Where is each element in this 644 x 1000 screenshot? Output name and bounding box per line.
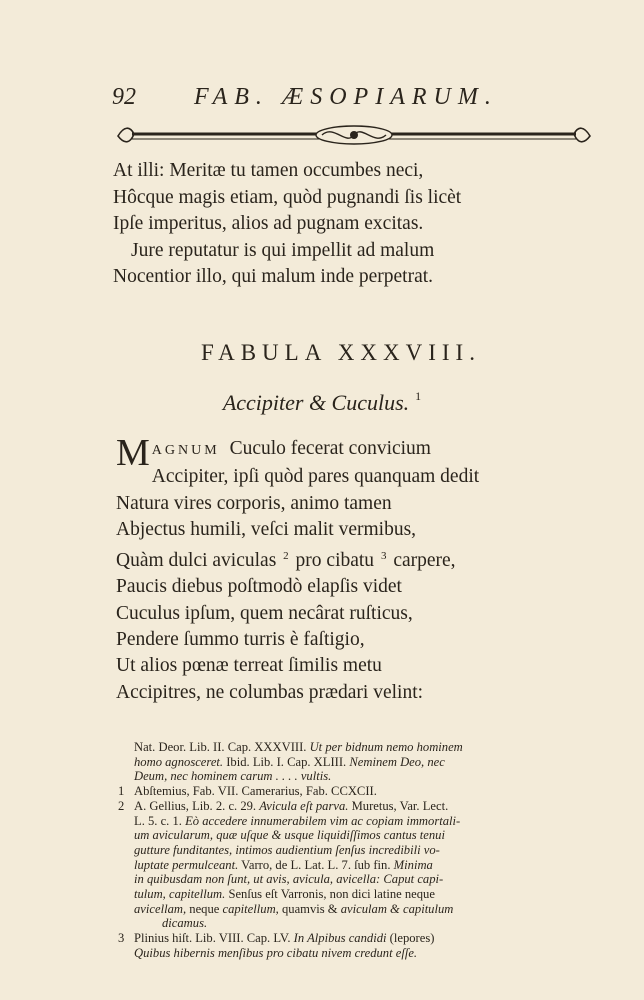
footnote-1: 1 Abſtemius, Fab. VII. Camerarius, Fab. CCXCII. (118, 784, 377, 799)
footnote-ref: 3 (380, 550, 387, 563)
floral-rule-ornament-icon (116, 124, 592, 146)
fable-title: FABULA XXXVIII. (201, 340, 481, 365)
fable-subtitle (0, 389, 644, 416)
verse-line: Ipſe imperitus, alios ad pugnam excitas. (113, 213, 424, 234)
verse-line: Jure reputatur is qui impellit ad malum (131, 239, 435, 261)
small-caps-word: AGNUM (151, 443, 220, 458)
footnote-2: 2 A. Gellius, Lib. 2. c. 29. Avicula eſt parva. Muretus, Var. Lect. (118, 798, 449, 813)
fable-subtitle-text: Accipiter & Cuculus. (222, 390, 410, 415)
verse-line: Natura vires corporis, animo tamen (116, 492, 392, 514)
footnote-ref: 1 (415, 389, 422, 403)
footnote-3: 3 Plinius hiſt. Lib. VIII. Cap. LV. In Alpibus candidi (lepores) (118, 931, 435, 946)
verse-line: Hôcque magis etiam, quòd pugnandi ſis licèt (113, 186, 462, 208)
footnote-line: luptate permulceant. Varro, de L. Lat. L. 7. ſub fin. Minima (134, 857, 433, 872)
footnote-continued: Nat. Deor. Lib. II. Cap. XXXVIII. Ut per bidnum nemo hominem (134, 740, 463, 754)
footnote-ref: 2 (283, 550, 289, 563)
verse-line: Accipiter, ipſi quòd pares quanquam dedit (151, 466, 480, 488)
running-title: FAB. ÆSOPIARUM. (194, 84, 498, 110)
footnote-number: 1 (118, 784, 125, 799)
footnote-line: gutture funditantes, intimos audientium ſenſus incredibili vo- (134, 842, 440, 857)
closing-verse (113, 158, 461, 291)
footnote-number: 3 (118, 931, 125, 946)
verse-line: Nocentior illo, qui malum inde perpetrat. (113, 266, 434, 287)
drop-cap: M (116, 432, 150, 474)
verse-line: At illi: Meritæ tu tamen occumbes neci, (113, 160, 424, 181)
footnote-line: homo agnosceret. Ibid. Lib. I. Cap. XLIII. Neminem Deo, nec (134, 754, 445, 769)
verse-line: Abjectus humili, veſci malit vermibus, (116, 518, 417, 540)
footnote-line: Quibus hibernis menſibus pro cibatu nivem credunt eſſe. (134, 945, 418, 960)
footnote-line: in quibusdam non ſunt, ut avis, avicula, avicella: Caput capi- (134, 872, 444, 887)
verse-line: Pendere ſummo turris è faſtigio, (116, 629, 365, 651)
footnote-line: Deum, nec hominem carum . . . . vultis. (134, 769, 332, 784)
verse-line-first (116, 432, 456, 474)
footnote-number: 2 (118, 798, 125, 813)
footnote-line: tulum, capitellum. Senſus eſt Varronis, non dici latine neque (134, 887, 435, 902)
first-line-rest: Cuculo fecerat convicium (229, 438, 431, 459)
footnote-line: L. 5. c. 1. Eò accedere innumerabilem vim ac copiam immortali- (134, 813, 461, 828)
footnote-line: um avicularum, quæ uſque & usque liquidiſſimos cantus tenui (134, 828, 445, 843)
verse-line: Quàm dulci aviculas $^2$ pro cibatu $^3$ carpere, (116, 550, 456, 572)
footnote-line: avicellam, neque capitellum, quamvis & aviculam & capitulum (134, 901, 454, 916)
footnotes (118, 740, 594, 961)
verse-line: Cuculus ipſum, quem necârat ruſticus, (116, 602, 413, 624)
page-number: 92 (112, 84, 136, 110)
page-header (112, 84, 532, 116)
footnote-line: dicamus. (162, 916, 208, 931)
verse-line: Ut alios pœnæ terreat ſimilis metu (116, 655, 382, 677)
verse-line: Accipitres, ne columbas prædari velint: (116, 681, 424, 703)
fable-text (116, 432, 480, 706)
verse-line: Paucis diebus poſtmodò elapſis videt (116, 576, 402, 598)
